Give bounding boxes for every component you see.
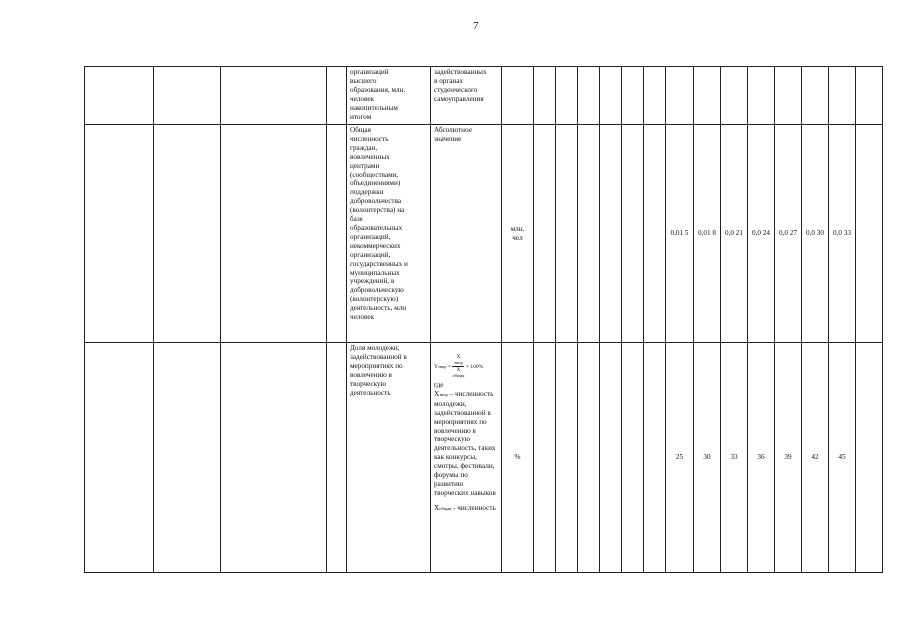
table-row: [85, 343, 883, 573]
table-row: [85, 67, 883, 125]
unit-cell: %: [502, 343, 534, 573]
value-cell: 39: [775, 343, 802, 573]
table-cell: [327, 125, 347, 343]
calculation-method-cell: задействованных в органах студенческого самоуправления: [431, 67, 502, 125]
value-cell: 0,0 30: [802, 125, 829, 343]
unit-cell: [502, 67, 534, 125]
page-number: 7: [473, 20, 479, 32]
value-cell: 30: [694, 343, 721, 573]
value-cell: 42: [802, 343, 829, 573]
value-cell: 25: [666, 343, 694, 573]
table-cell: [154, 125, 221, 343]
calculation-method-cell: Yтвор = X твор X общая × 100% где Xтвор – численность молодежи, задействованной в мероприятиях по вовлечению в творческую деятельность, таких как конкурсы, смотры, фестивали, форумы по развитию творческих навыков Xобщая - численность: [431, 343, 502, 573]
formula: Yтвор = X твор X общая × 100%: [434, 354, 484, 378]
unit-cell: млн. чел: [502, 125, 534, 343]
value-cell: 0,01 8: [694, 125, 721, 343]
table-cell: [327, 343, 347, 573]
value-cell: 0,0 21: [721, 125, 748, 343]
table-cell: [221, 125, 327, 343]
value-cell: 36: [748, 343, 775, 573]
table-row: [85, 125, 883, 343]
value-cell: 0,0 33: [829, 125, 856, 343]
value-cell: 0,01 5: [666, 125, 694, 343]
calculation-method-cell: Абсолютное значение: [431, 125, 502, 343]
value-cell: 33: [721, 343, 748, 573]
table-cell: [85, 343, 154, 573]
table-cell: [85, 125, 154, 343]
table-cell: [327, 67, 347, 125]
indicator-name-cell: Общая численность граждан, вовлеченных центрами (сообществами, объединениями) поддержки добровольчества (волонтерства) на базе образовательных организаций, некоммерческих организаций, государственных и муниципальных учреждений, в добровольческую (волонтерскую) деятельность, млн человек: [347, 125, 431, 343]
indicators-table: [84, 66, 883, 573]
table-cell: [154, 343, 221, 573]
table-cell: [154, 67, 221, 125]
value-cell: 0,0 24: [748, 125, 775, 343]
value-cell: 45: [829, 343, 856, 573]
table-cell: [221, 67, 327, 125]
value-cell: 0,0 27: [775, 125, 802, 343]
table-cell: [221, 343, 327, 573]
table-cell: [85, 67, 154, 125]
indicator-name-cell: организаций высшего образования, млн. человек накопительным итогом: [347, 67, 431, 125]
indicator-name-cell: Доля молодежи, задействованной в мероприятиях по вовлечению в творческую деятельность: [347, 343, 431, 573]
